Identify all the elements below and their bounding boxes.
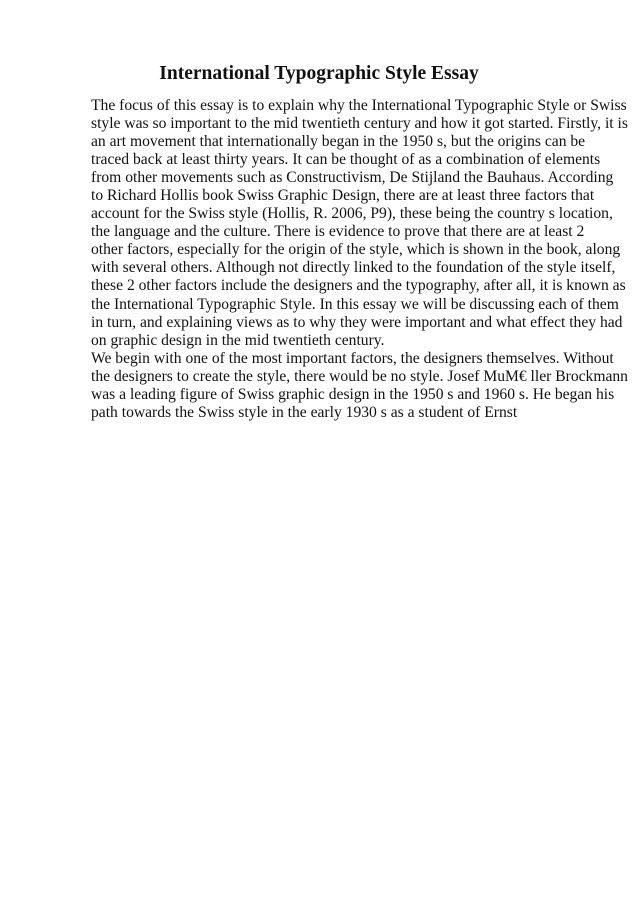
text-line: account for the Swiss style (Hollis, R. 2006, P9), these being the country s location, [91, 205, 613, 223]
text-line: traced back at least thirty years. It can be thought of as a combination of elements [91, 151, 601, 169]
text-line: an art movement that internationally began in the 1950 s, but the origins can be [91, 133, 586, 151]
text-line: We begin with one of the most important factors, the designers themselves. Without [91, 349, 614, 367]
text-line: these 2 other factors include the designers and the typography, after all, it is known as [91, 277, 626, 295]
text-line: style was so important to the mid twentieth century and how it got started. Firstly, it is [91, 115, 628, 133]
essay-body [91, 97, 628, 422]
text-line: other factors, especially for the origin of the style, which is shown in the book, along [91, 241, 621, 259]
document-title: International Typographic Style Essay [159, 63, 479, 84]
text-line: path towards the Swiss style in the early 1930 s as a student of Ernst [91, 403, 518, 421]
text-line: was a leading figure of Swiss graphic design in the 1950 s and 1960 s. He began his [91, 385, 615, 403]
text-line: the language and the culture. There is evidence to prove that there are at least 2 [91, 223, 585, 241]
text-line: from other movements such as Constructivism, De Stijland the Bauhaus. According [91, 169, 614, 187]
text-line: in turn, and explaining views as to why they were important and what effect they had [91, 313, 623, 331]
text-line: the International Typographic Style. In this essay we will be discussing each of them [91, 295, 619, 313]
text-line: The focus of this essay is to explain why the International Typographic Style or Swiss [91, 97, 627, 114]
text-line: with several others. Although not directly linked to the foundation of the style itself, [91, 259, 616, 277]
text-line: on graphic design in the mid twentieth century. [91, 331, 385, 349]
text-line: to Richard Hollis book Swiss Graphic Design, there are at least three factors that [91, 187, 595, 205]
text-line: the designers to create the style, there would be no style. Josef MuM€ ller Brockmann [91, 367, 628, 385]
